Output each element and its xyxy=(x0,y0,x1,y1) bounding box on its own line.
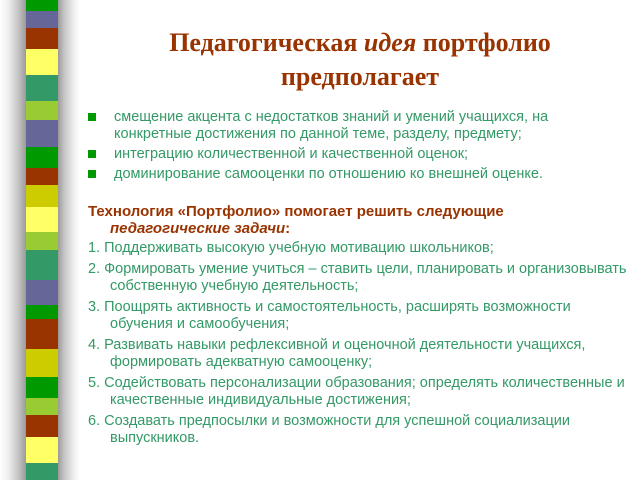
task-item: 6. Создавать предпосылки и возможности для успешной социализации выпускников. xyxy=(88,413,570,446)
heading-italic: педагогические задачи xyxy=(110,220,286,237)
title-line2: предполагает xyxy=(280,62,440,91)
color-stripe xyxy=(26,398,58,415)
color-stripe xyxy=(26,232,58,250)
color-stripe xyxy=(26,147,58,168)
heading-line1: Технология «Портфолио» помогает решить следующие xyxy=(88,203,504,220)
color-stripe xyxy=(26,319,58,349)
task-item: 1. Поддерживать высокую учебную мотивацию школьников; xyxy=(88,240,494,256)
color-stripe xyxy=(26,101,58,120)
task-item: 3. Поощрять активность и самостоятельность, расширять возможности обучения и самообучения; xyxy=(88,299,571,332)
task-item: 5. Содействовать персонализации образования; определять количественные и качественные индивидуальные достижения; xyxy=(88,375,625,408)
title-text-part1: Педагогическая xyxy=(169,28,364,57)
color-stripe xyxy=(26,28,58,49)
bullet-text: смещение акцента с недостатков знаний и умений учащихся, на xyxy=(114,109,549,125)
color-stripe xyxy=(26,280,58,305)
color-stripe xyxy=(26,120,58,147)
color-stripe xyxy=(26,168,58,185)
color-stripe xyxy=(26,0,58,11)
color-stripe xyxy=(26,185,58,207)
task-item: 4. Развивать навыки рефлексивной и оценочной деятельности учащихся, формировать адекватную самооценку; xyxy=(88,337,586,370)
square-bullet-icon xyxy=(88,113,96,121)
bullet-item xyxy=(88,109,628,143)
color-stripe xyxy=(26,75,58,101)
bullet-text-continued: конкретные достижения по данной теме, разделу, предмету; xyxy=(114,126,522,142)
bullet-text: интеграцию количественной и качественной оценок; xyxy=(114,146,469,162)
task-item: 2. Формировать умение учиться – ставить цели, планировать и организовывать собственную учебную деятельность; xyxy=(88,261,627,294)
task-list xyxy=(88,240,628,451)
color-stripe xyxy=(26,305,58,319)
decorative-side-band xyxy=(0,0,80,480)
slide-title xyxy=(100,26,620,94)
color-stripe xyxy=(26,49,58,75)
bullet-list xyxy=(88,109,628,186)
title-text-part2: портфолио xyxy=(416,28,551,57)
bullet-item xyxy=(88,166,628,183)
square-bullet-icon xyxy=(88,150,96,158)
square-bullet-icon xyxy=(88,170,96,178)
color-stripe xyxy=(26,349,58,377)
color-stripe-column xyxy=(26,0,58,480)
color-stripe xyxy=(26,11,58,28)
title-italic-word: идея xyxy=(363,28,417,57)
color-stripe xyxy=(26,250,58,280)
color-stripe xyxy=(26,463,58,480)
heading-colon: : xyxy=(285,220,291,237)
bullet-text: доминирование самооценки по отношению ко внешней оценке. xyxy=(114,166,543,182)
color-stripe xyxy=(26,207,58,232)
color-stripe xyxy=(26,415,58,437)
color-stripe xyxy=(26,437,58,463)
bullet-item xyxy=(88,146,628,163)
section-heading xyxy=(88,203,618,237)
color-stripe xyxy=(26,377,58,398)
